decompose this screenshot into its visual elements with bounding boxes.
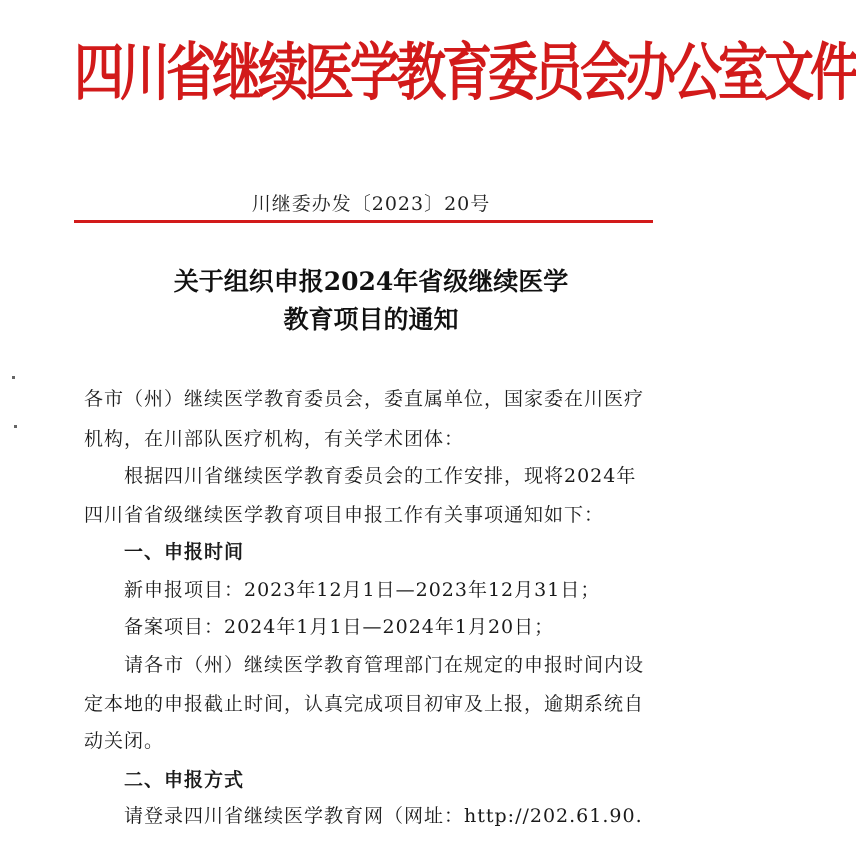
new-projects-period: 新申报项目：2023年12月1日—2023年12月31日； bbox=[124, 579, 601, 601]
section-1-heading: 一、申报时间 bbox=[124, 541, 245, 563]
notice-title-line-1: 关于组织申报2024年省级继续医学 bbox=[173, 267, 569, 296]
method-line-1: 请登录四川省继续医学教育网（网址：http://202.61.90. bbox=[124, 805, 643, 827]
deadline-line-1: 请各市（州）继续医学教育管理部门在规定的申报时间内设 bbox=[124, 654, 645, 676]
intro-line-1: 根据四川省继续医学教育委员会的工作安排，现将2024年 bbox=[124, 465, 637, 487]
document-header-title: 四川省继续医学教育委员会办公室文件 bbox=[74, 36, 856, 109]
document-number: 川继委办发〔2023〕20号 bbox=[251, 193, 491, 215]
addressee-line-2: 机构，在川部队医疗机构，有关学术团体： bbox=[84, 428, 465, 450]
filing-projects-period: 备案项目：2024年1月1日—2024年1月20日； bbox=[124, 616, 555, 638]
section-2-heading: 二、申报方式 bbox=[124, 769, 245, 791]
notice-title-line-2: 教育项目的通知 bbox=[283, 305, 459, 334]
intro-line-2: 四川省省级继续医学教育项目申报工作有关事项通知如下： bbox=[84, 504, 605, 526]
deadline-line-2: 定本地的申报截止时间，认真完成项目初审及上报，逾期系统自 bbox=[84, 693, 645, 715]
addressee-line-1: 各市（州）继续医学教育委员会，委直属单位，国家委在川医疗 bbox=[84, 388, 645, 410]
deadline-line-3: 动关闭。 bbox=[84, 730, 165, 752]
